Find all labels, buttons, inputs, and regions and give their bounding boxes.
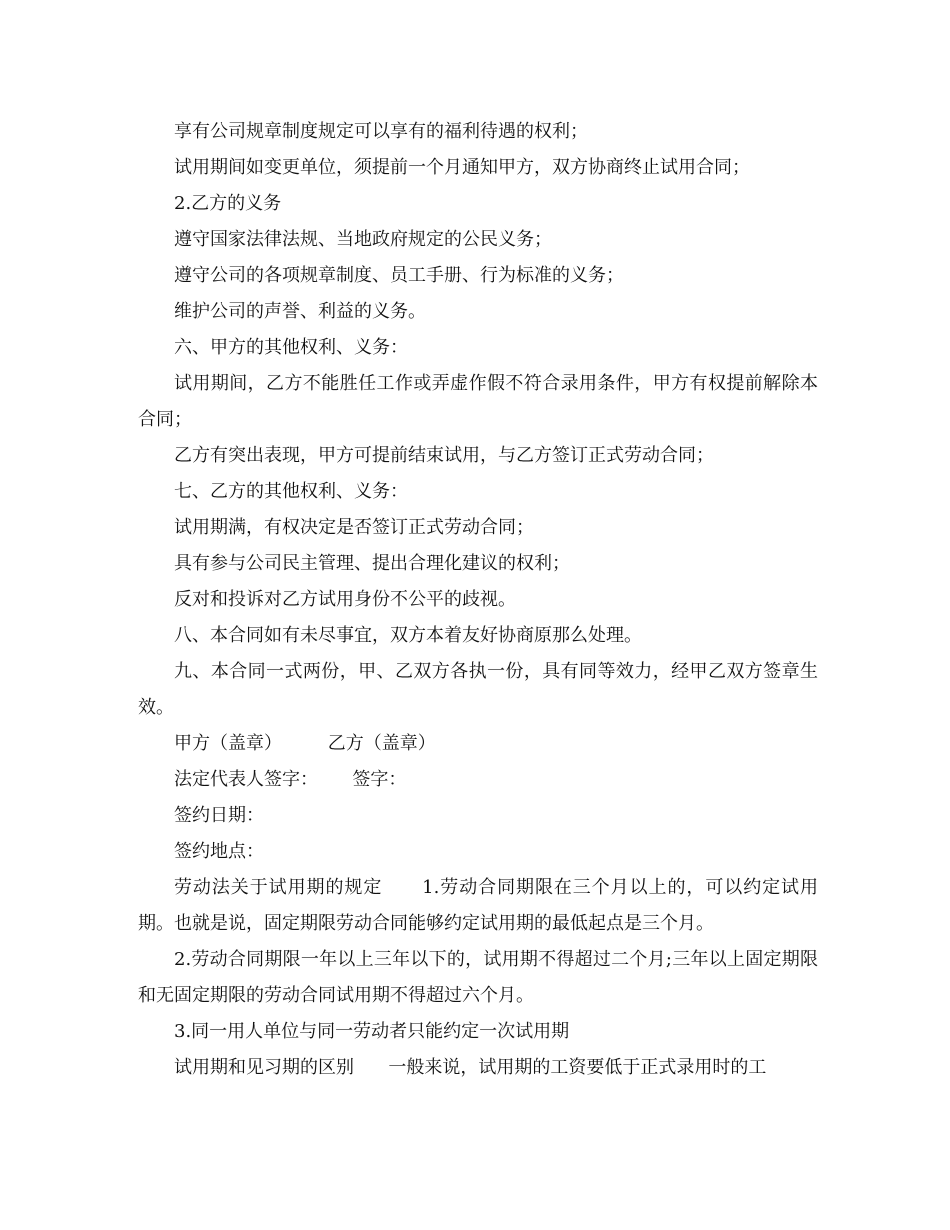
- heading-section-six: 六、甲方的其他权利、义务：: [174, 337, 408, 358]
- paragraph-decide-contract: 试用期满，有权决定是否签订正式劳动合同；: [174, 517, 534, 538]
- signing-place: 签约地点：: [174, 841, 264, 862]
- paragraph-probation-length: 2.劳动合同期限一年以上三年以下的，试用期不得超过二个月;三年以上固定期限和无固定期限的劳动合同试用期不得超过六个月。: [138, 949, 818, 1006]
- heading-section-eight: 八、本合同如有未尽事宜，双方本着友好协商原那么处理。: [174, 625, 642, 646]
- signing-date: 签约日期：: [174, 805, 264, 826]
- paragraph-democratic-management: 具有参与公司民主管理、提出合理化建议的权利；: [174, 553, 570, 574]
- paragraph-oppose-discrimination: 反对和投诉对乙方试用身份不公平的歧视。: [174, 589, 516, 610]
- heading-section-nine: 九、本合同一式两份，甲、乙双方各执一份，具有同等效力，经甲乙双方签章生效。: [138, 661, 818, 718]
- paragraph-change-unit: 试用期间如变更单位，须提前一个月通知甲方，双方协商终止试用合同；: [174, 157, 750, 178]
- heading-section-seven: 七、乙方的其他权利、义务：: [174, 481, 408, 502]
- paragraph-obey-laws: 遵守国家法律法规、当地政府规定的公民义务；: [174, 229, 552, 250]
- paragraph-reputation: 维护公司的声誉、利益的义务。: [174, 301, 426, 322]
- paragraph-obey-rules: 遵守公司的各项规章制度、员工手册、行为标准的义务；: [174, 265, 624, 286]
- paragraph-probation-rules: 劳动法关于试用期的规定 1.劳动合同期限在三个月以上的，可以约定试用期。也就是说，固定期限劳动合同能够约定试用期的最低起点是三个月。: [138, 877, 818, 934]
- paragraph-early-completion: 乙方有突出表现，甲方可提前结束试用，与乙方签订正式劳动合同；: [174, 445, 714, 466]
- signature-seals: 甲方（盖章） 乙方（盖章）: [174, 733, 436, 754]
- signature-representatives: 法定代表人签字： 签字：: [174, 769, 407, 790]
- paragraph-probation-once: 3.同一用人单位与同一劳动者只能约定一次试用期: [174, 1021, 570, 1042]
- paragraph-early-termination: 试用期间，乙方不能胜任工作或弄虚作假不符合录用条件，甲方有权提前解除本合同；: [138, 373, 818, 430]
- paragraph-probation-vs-internship: 试用期和见习期的区别 一般来说，试用期的工资要低于正式录用时的工: [174, 1057, 767, 1078]
- heading-party-b-obligations: 2.乙方的义务: [174, 193, 282, 214]
- document-body: [138, 114, 818, 1086]
- paragraph-benefits-right: 享有公司规章制度规定可以享有的福利待遇的权利；: [174, 121, 588, 142]
